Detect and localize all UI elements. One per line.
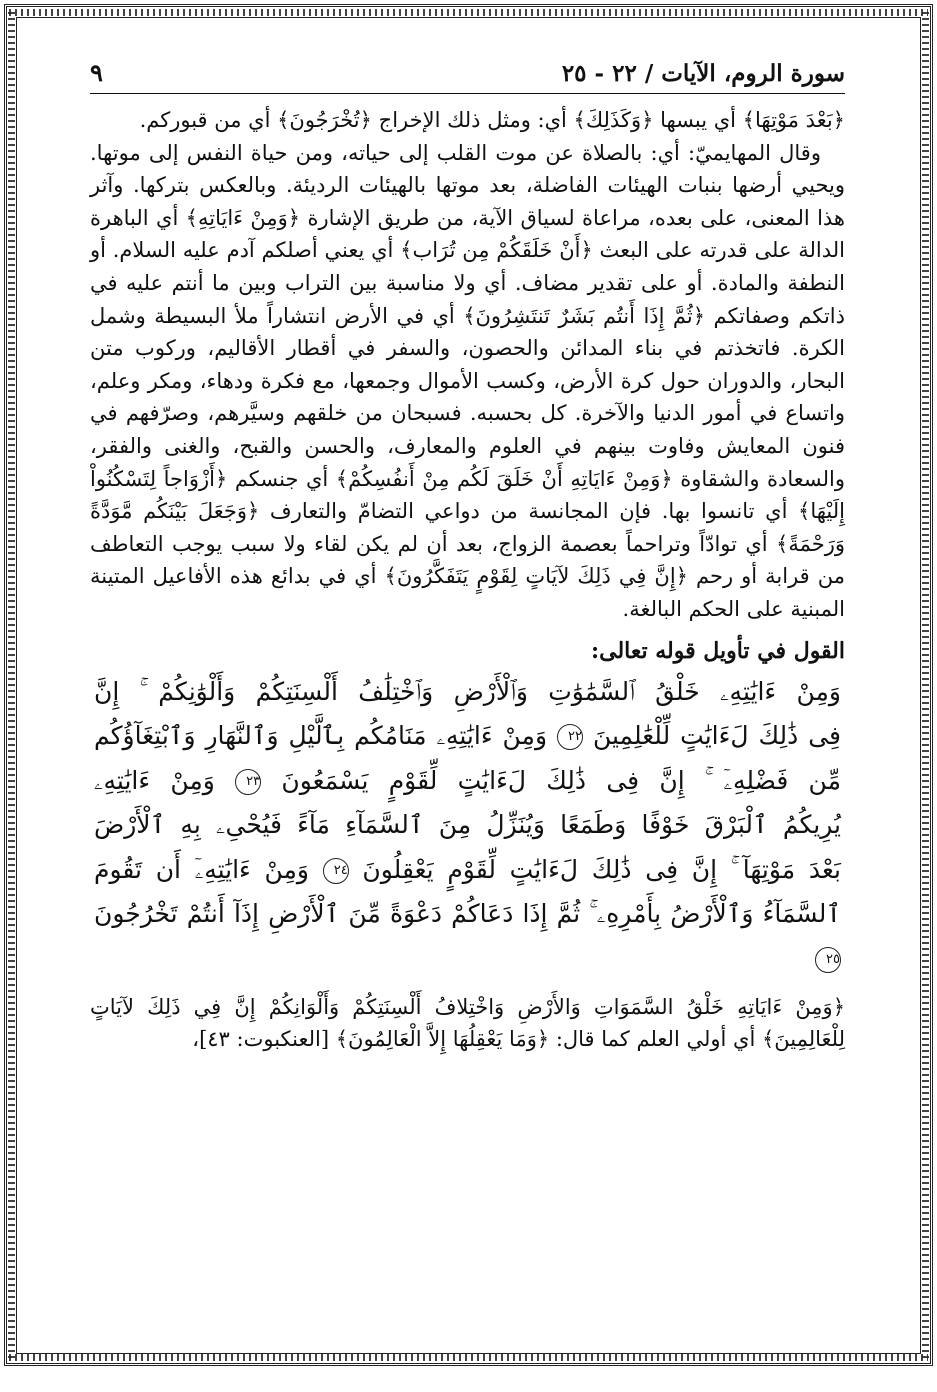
- verse-line: [94, 848, 841, 893]
- page-content: [90, 58, 845, 1055]
- commentary-block: [90, 991, 845, 1055]
- page-number: ٩: [90, 58, 103, 87]
- page-header: [90, 58, 845, 94]
- verse-text: ٱلسَّمَآءُ وَٱلْأَرْضُ بِأَمْرِهِۦ ۚ ثُمَّ إِذَا دَعَاكُمْ دَعْوَةً مِّنَ ٱلْأَرْضِ إِذَآ أَنتُمْ تَخْرُجُونَ: [94, 899, 841, 928]
- verse-line: [94, 714, 841, 759]
- verse-line: [94, 759, 841, 804]
- verse-text: يُرِيكُمُ ٱلْبَرْقَ خَوْفًا وَطَمَعًا وَيُنَزِّلُ مِنَ ٱلسَّمَآءِ مَآءً فَيُحْىِۦ بِهِ ٱلْأَرْضَ: [94, 810, 841, 839]
- verse-text: وَمِنْ ءَايَٰتِهِۦ: [94, 765, 215, 795]
- quran-verses-block: [90, 670, 845, 982]
- verse-line: [94, 892, 841, 981]
- verse-text: فِى ذَٰلِكَ لَءَايَٰتٍ لِّلْعَٰلِمِينَ: [592, 721, 842, 750]
- verse-number-marker: ٢٥: [815, 947, 841, 973]
- paragraph-1: ﴿بَعْدَ مَوْتِهَا﴾ أي يبسها ﴿وَكَذَلِكَ﴾ أي: ومثل ذلك الإخراج ﴿تُخْرَجُونَ﴾ أي من قبوركم.: [139, 108, 845, 132]
- verse-text: وَمِنْ ءَايَٰتِهِۦ خَلْقُ ٱلسَّمَٰوَٰتِ وَٱلْأَرْضِ وَٱخْتِلَٰفُ أَلْسِنَتِكُمْ وَأَلْوَٰنِكُمْ ۚ إِنَّ: [94, 676, 841, 706]
- running-title: سورة الروم، الآيات / ٢٢ - ٢٥: [561, 60, 845, 87]
- verse-line: [94, 670, 841, 715]
- verse-text: مِّن فَضْلِهِۦٓ ۚ إِنَّ فِى ذَٰلِكَ لَءَايَٰتٍ لِّقَوْمٍ يَسْمَعُونَ: [281, 765, 841, 795]
- verse-text: بَعْدَ مَوْتِهَآ ۚ إِنَّ فِى ذَٰلِكَ لَءَايَٰتٍ لِّقَوْمٍ يَعْقِلُونَ: [362, 854, 841, 884]
- right-ornament-band: [922, 12, 929, 1358]
- left-ornament-band: [8, 12, 15, 1358]
- top-ornament-band: [9, 9, 928, 16]
- section-title: القول في تأويل قوله تعالى:: [591, 637, 845, 664]
- commentary-paragraph: ﴿وَمِنْ ءَايَاتِهِ خَلْقُ السَّمَوَاتِ وَالأَرْضِ وَاخْتِلافُ أَلْسِنَتِكُمْ وَأَلْوَانِكُمْ إِنَّ فِي ذَلِكَ لآيَاتٍ لِلْعَالِمِينَ﴾ أي أولي العلم كما قال: ﴿وَمَا يَعْقِلُهَا إِلاَّ الْعَالِمُونَ﴾ [العنكبوت: ٤٣]،: [90, 995, 845, 1051]
- verse-number-marker: ٢٢: [557, 724, 583, 750]
- verse-text: وَمِنْ ءَايَٰتِهِۦٓ أَن تَقُومَ: [94, 854, 309, 884]
- verse-number-marker: ٢٣: [235, 769, 261, 795]
- verse-text: وَمِنْ ءَايَٰتِهِۦ مَنَامُكُم بِٱلَّيْلِ وَٱلنَّهَارِ وَٱبْتِغَآؤُكُم: [94, 721, 548, 750]
- verse-number-marker: ٢٤: [323, 858, 349, 884]
- paragraph-2: وقال المهايميّ: أي: بالصلاة عن موت القلب إلى حياته، ومن حياة النفس إلى موتها. ويحيي أرضها بنبات الهيئات الفاضلة، بعد موتها بالهيئات الرديئة. وبالعكس بتركها. وآثر هذا المعنى، على بعده، مراعاة لسياق الآية، من طريق الإشارة ﴿وَمِنْ ءَايَاتِهِ﴾ أي الباهرة الدالة على قدرته على البعث ﴿أَنْ خَلَقَكُمْ مِن تُرَاب﴾ أي يعني أصلكم آدم عليه السلام. أو النطفة والمادة. أو على تقدير مضاف. أي ولا مناسبة بين التراب وبين ما أنتم عليه في ذاتكم وصفاتكم ﴿ثُمَّ إِذَا أَنتُم بَشَرٌ تَنتَشِرُونَ﴾ أي في الأرض انتشاراً ملأ البسيطة وشمل الكرة. فاتخذتم في بناء المدائن والحصون، والسفر في أقطار الأقاليم، وركوب متن البحار، والدوران حول كرة الأرض، وكسب الأموال وجمعها، مع فكرة ودهاء، ومكر وعلم، واتساع في أمور الدنيا والآخرة. كل بحسبه. فسبحان من خلقهم وسيَّرهم، وصرّفهم في فنون المعايش وفاوت بينهم في العلوم والمعارف، والحسن والقبح، والغنى والفقر، والسعادة والشقاوة ﴿وَمِنْ ءَايَاتِهِ أَنْ خَلَقَ لَكُم مِنْ أَنفُسِكُمْ﴾ أي جنسكم ﴿أَزْوَاجاً لِتَسْكُنُواْ إِلَيْهَا﴾ أي تانسوا بها. فإن المجانسة من دواعي التضامّ والتعارف ﴿وَجَعَلَ بَيْنَكُم مَّوَدَّةً وَرَحْمَةً﴾ أي توادّاً وتراحماً بعصمة الزواج، بعد أن لم يكن لقاء ولا سبب يوجب التعاطف من قرابة أو رحم ﴿إِنَّ فِي ذَلِكَ لآيَاتٍ لِقَوْمٍ يَتَفَكَّرُونَ﴾ أي في بدائع هذه الأفاعيل المتينة المبنية على الحكم البالغة.: [90, 140, 845, 621]
- verse-line: [94, 803, 841, 848]
- bottom-ornament-band: [9, 1354, 928, 1361]
